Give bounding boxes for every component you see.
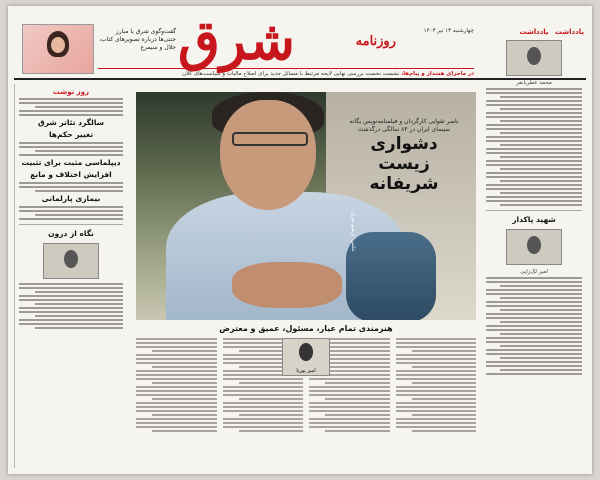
left-headline[interactable]: سالگرد تئاتر شرق	[37, 118, 105, 127]
columnist-name: امیر لک‌زایی	[520, 269, 548, 275]
left-headline[interactable]: تغییر حکم‌ها	[48, 130, 94, 139]
text-block	[486, 277, 582, 375]
hero-photo	[136, 92, 476, 320]
headline-box	[344, 118, 464, 194]
author-photo	[43, 243, 99, 279]
newspaper-page	[8, 6, 592, 474]
main-subhead: هنرمندی تمام عیار، مسئول، عمیق و معترض	[219, 324, 393, 333]
article-author	[282, 338, 330, 376]
divider	[19, 224, 123, 225]
masthead-blurb: گفت‌وگوی شرق با مبارز جنتی‌ها درباره تصویرهای کتاب، جلال و سیمرغ	[99, 28, 176, 51]
topbar-lead: در ماجرای هشدار و پیام‌ها،	[401, 71, 474, 77]
top-bar	[98, 68, 474, 77]
editorial-heading: یادداشت	[554, 28, 584, 36]
text-block	[19, 206, 123, 220]
columnist-photo	[506, 40, 562, 76]
text-block	[19, 142, 123, 156]
right-section-title: یادداشت	[519, 28, 549, 36]
left-column	[14, 84, 127, 468]
masthead-photo	[22, 24, 94, 74]
right-headline[interactable]: شهید پاکدار	[512, 215, 556, 224]
text-block	[19, 98, 123, 116]
columnist-photo	[506, 229, 562, 265]
text-block	[486, 88, 582, 206]
text-block	[19, 283, 123, 329]
photo-credit: عکس: آرشیو شرق	[350, 212, 356, 252]
left-headline[interactable]: نگاه از درون	[48, 229, 94, 238]
right-column	[482, 24, 586, 468]
left-headline[interactable]: بیماری پارلمانی	[41, 194, 101, 203]
topbar-text: نشست نخست بررسی نهایی لایحه مرتبط با مسائل جدید برای اصلاح مالیات و سیاست‌های کلان	[182, 71, 400, 77]
dateline: چهارشنبه ۱۳ تیر ۱۴۰۳	[423, 28, 474, 34]
divider	[486, 210, 582, 211]
left-section-title: روز نوشت	[52, 88, 90, 96]
text-block	[19, 182, 123, 192]
left-headline[interactable]: دیپلماسی مثبت برای تثبیت	[21, 158, 121, 167]
author-name: امیر پوریا	[296, 368, 316, 374]
logo-subtitle: روزنامه	[355, 34, 396, 49]
left-headline[interactable]: افزایش اختلاف و مانع	[30, 170, 112, 179]
logo-title: شرق	[178, 8, 295, 72]
main-story	[132, 84, 480, 468]
main-headline[interactable]: دشواری زیست شریفانه	[369, 134, 439, 194]
headline-kicker: ناصر تقوایی کارگردان و فیلمنامه‌نویس یگانه سینمای ایران در ۸۴ سالگی درگذشت	[349, 118, 459, 133]
newspaper-logo	[178, 8, 402, 74]
columnist-name: محمد عطریانفر	[516, 80, 552, 86]
